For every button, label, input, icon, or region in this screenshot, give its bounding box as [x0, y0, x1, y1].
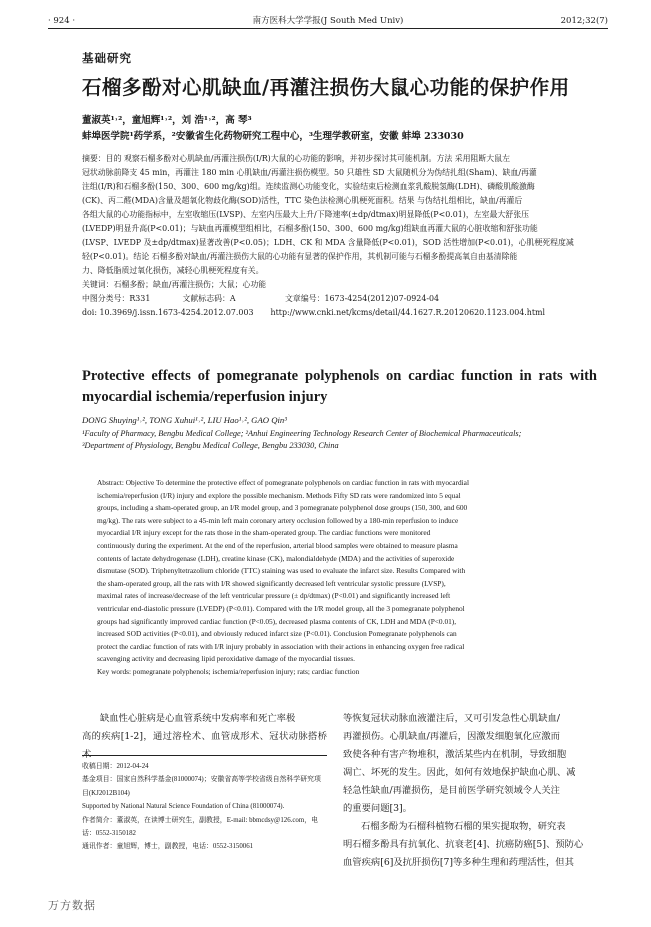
body-line: 等恢复冠状动脉血液灌注后，又可引发急性心肌缺血/	[343, 713, 560, 724]
authors-chinese: 董淑英¹˒²，童旭辉¹˒²，刘 浩¹˒²，高 琴³	[82, 115, 252, 126]
body-right-column	[343, 710, 598, 872]
body-line: 致使各种有害产物堆积，激活某些内在机制，导致细胞	[343, 749, 567, 760]
fund-chinese: 基金项目：国家自然科学基金(81000074)；安徽省高等学校省级自然科学研究项目(KJ2012B104)	[82, 776, 321, 797]
body-paragraph	[82, 710, 327, 728]
body-line: 的重要问题[3]。	[343, 803, 412, 814]
abstract-cn-line: (LVEDP)明显升高(P<0.01)；与缺血再灌模型组相比，石榴多酚(150、300、600 mg/kg)组缺血再灌大鼠的心脏收缩和舒张功能	[82, 224, 538, 233]
affiliation-en-line: ³Department of Physiology, Bengbu Medical College, Bengbu 233030, China	[82, 441, 339, 450]
abstract-en-line: dismutase (SOD). Triphenyltetrazolium chloride (TTC) staining was used to evaluate the infarct size. Results Compared with	[97, 566, 466, 576]
clc-number: 中图分类号：R331	[82, 294, 151, 303]
abstract-en-line: mg/kg). The rats were subject to a 45-min left main coronary artery occlusion followed by a 180-min reperfusion to induce	[97, 515, 459, 525]
document-code: 文献标志码：A	[182, 294, 236, 303]
body-line: 再灌损伤。心肌缺血/再灌后，因激发细胞氧化应激而	[343, 731, 560, 742]
page-number: · 924 ·	[48, 16, 76, 26]
abstract-cn-line: 各组大鼠的心功能指标中，左室收缩压(LVSP)、左室内压最大上升/下降速率(±dp/dtmax)明显降低(P<0.01)，左室最大舒张压	[82, 210, 529, 219]
body-line: 高的疾病[1-2]，通过溶栓术、血管成形术、冠状动脉搭桥术	[82, 731, 327, 760]
body-paragraph	[343, 818, 598, 836]
abstract-cn-line: (LVSP、LVEDP 及±dp/dtmax)显著改善(P<0.05)；LDH、CK 和 MDA 含量降低(P<0.01)，SOD 活性增加(P<0.01)，心肌梗死程度减	[82, 238, 574, 247]
body-line: 缺血性心脏病是心血管系统中发病率和死亡率极	[100, 713, 296, 724]
abstract-cn-line: 力、降低脂质过氧化损伤，减轻心肌梗死程度有关。	[82, 266, 264, 275]
affiliation-en-line: ¹Faculty of Pharmacy, Bengbu Medical College; ²Anhui Engineering Technology Research Center of Biochemical Pharmaceuticals;	[82, 429, 522, 438]
classification-row	[82, 292, 592, 306]
body-line: 血管疾病[6]及抗肝损伤[7]等多种生理和药理活性，但其	[343, 857, 574, 868]
abstract-en-line: ischemia/reperfusion (I/R) injury and explore the possible mechanism. Methods Fifty SD rats were randomized into 5 equal	[97, 490, 461, 500]
affiliation-chinese: 蚌埠医学院¹药学系，²安徽省生化药物研究工程中心，³生理学教研室，安徽 蚌埠 233030	[82, 131, 464, 142]
abstract-cn-line: 注组(I/R)和石榴多酚(150、300、600 mg/kg)组。连续监测心功能变化，实验结束后检测血浆乳酸脱氢酶(LDH)、磷酸肌酸激酶	[82, 182, 535, 191]
abstract-english	[97, 477, 577, 679]
journal-name: 南方医科大学学报(J South Med Univ)	[252, 16, 404, 26]
abstract-en-line: scavenging activity and decreasing lipid peroxidative damage of the myocardial tissues.	[97, 654, 355, 664]
footnotes	[82, 760, 327, 854]
author-bio: 作者简介：董淑英，在读博士研究生，副教授，E-mail: bbmcdsy@126.com，电话：0552-3150182	[82, 816, 319, 838]
abstract-cn-line: 冠状动脉前降支 45 min，再灌注 180 min 心肌缺血/再灌注损伤模型。50 只雄性 SD 大鼠随机分为伪结扎组(Sham)、缺血/再灌	[82, 168, 537, 177]
abstract-chinese	[82, 152, 592, 320]
abstract-en-line: Abstract: Objective To determine the protective effect of pomegranate polyphenols on cardiac function in rats with myocardial	[97, 478, 469, 487]
abstract-cn-line: 轻(P<0.01)。结论 石榴多酚对缺血/再灌注损伤大鼠的心功能有显著的保护作用，其机制可能与石榴多酚提高氧自由基清除能	[82, 252, 518, 261]
abstract-en-line: maximal rates of increase/decrease of the left ventricular pressure (± dp/dtmax) (P<0.01) and significantly increased left	[97, 591, 451, 601]
body-line: 凋亡、坏死的发生。因此，如何有效地保护缺血心肌、减	[343, 767, 576, 778]
body-line: 石榴多酚为石榴科植物石榴的果实提取物，研究表	[361, 821, 566, 832]
corresponding-author: 通讯作者：童旭辉，博士，副教授，电话：0552-3150061	[82, 843, 254, 851]
running-header	[48, 14, 608, 29]
abstract-en-line: the sham-operated group, all the rats with I/R showed significantly decreased left ventricular systolic pressure (LVSP),	[97, 578, 446, 588]
column-label: 基础研究	[82, 51, 132, 65]
keywords-chinese: 关键词：石榴多酚；缺血/再灌注损伤；大鼠；心功能	[82, 280, 267, 289]
abstract-en-line: increased SOD activities (P<0.01), and obviously reduced infarct size (P<0.01). Conclusion Pomegranate polyphenols can	[97, 629, 457, 639]
abstract-cn-line: 摘要：目的 观察石榴多酚对心肌缺血/再灌注损伤(I/R)大鼠的心功能的影响，并初步探讨其可能机制。方法 采用阻断大鼠左	[82, 154, 510, 163]
abstract-en-line: groups had significantly improved cardiac function (P<0.05), decreased plasma contents of CK, LDH and MDA (P<0.01),	[97, 616, 457, 626]
doi-row	[82, 306, 592, 320]
affiliation-english	[82, 428, 602, 452]
title-chinese: 石榴多酚对心肌缺血/再灌注损伤大鼠心功能的保护作用	[82, 76, 570, 99]
abstract-en-line: myocardial I/R injury except for the rats those in the sham-operated group. The cardiac functions were monitored	[97, 528, 431, 538]
abstract-en-line: protect the cardiac function of rats with I/R injury probably in association with their actions in enhancing oxygen free radical	[97, 641, 465, 651]
received-date: 收稿日期：2012-04-24	[82, 763, 149, 770]
cnki-url[interactable]: http://www.cnki.net/kcms/detail/44.1627.R.20120620.1123.004.html	[270, 308, 546, 317]
authors-english: DONG Shuying¹˒², TONG Xuhui¹˒², LIU Hao¹˒², GAO Qin³	[82, 415, 287, 425]
abstract-en-line: continuously during the experiment. At the end of the reperfusion, arterial blood samples were obtained to measure plasma	[97, 540, 458, 550]
volume-issue: 2012;32(7)	[560, 16, 608, 26]
fund-english: Supported by National Natural Science Foundation of China (81000074).	[82, 803, 285, 811]
body-line: 轻急性缺血/再灌损伤，是目前医学研究领域令人关注	[343, 785, 560, 796]
article-number: 文章编号：1673-4254(2012)07-0924-04	[285, 294, 440, 303]
footnote-rule	[82, 755, 327, 756]
abstract-en-line: groups, including a sham-operated group, an I/R model group, and 3 pomegranate polyphenol dose groups (150, 300, and 600	[97, 503, 468, 513]
keywords-english: Key words: pomegranate polyphenols; ischemia/reperfusion injury; rats; cardiac function	[97, 666, 360, 676]
wanfang-watermark: 万方数据	[48, 899, 96, 912]
body-line: 明石榴多酚具有抗氧化、抗衰老[4]、抗癌防癌[5]、预防心	[343, 839, 584, 850]
doi: doi: 10.3969/j.issn.1673-4254.2012.07.003	[82, 308, 254, 317]
title-english: Protective effects of pomegranate polyphenols on cardiac function in rats with myocardial ischemia/reperfusion injury	[82, 368, 597, 405]
abstract-en-line: contents of lactate dehydrogenase (LDH), creatine kinase (CK), malondialdehyde (MDA) and the activities of superoxide	[97, 553, 455, 563]
abstract-en-line: ventricular end-diastolic pressure (LVEDP) (P<0.01). Compared with the I/R model group, all the 3 pomegranate polyphenol	[97, 603, 465, 613]
abstract-cn-line: (CK)、丙二醛(MDA)含量及超氧化物歧化酶(SOD)活性，TTC 染色法检测心肌梗死面积。结果 与伪结扎组相比，缺血/再灌后	[82, 196, 523, 205]
